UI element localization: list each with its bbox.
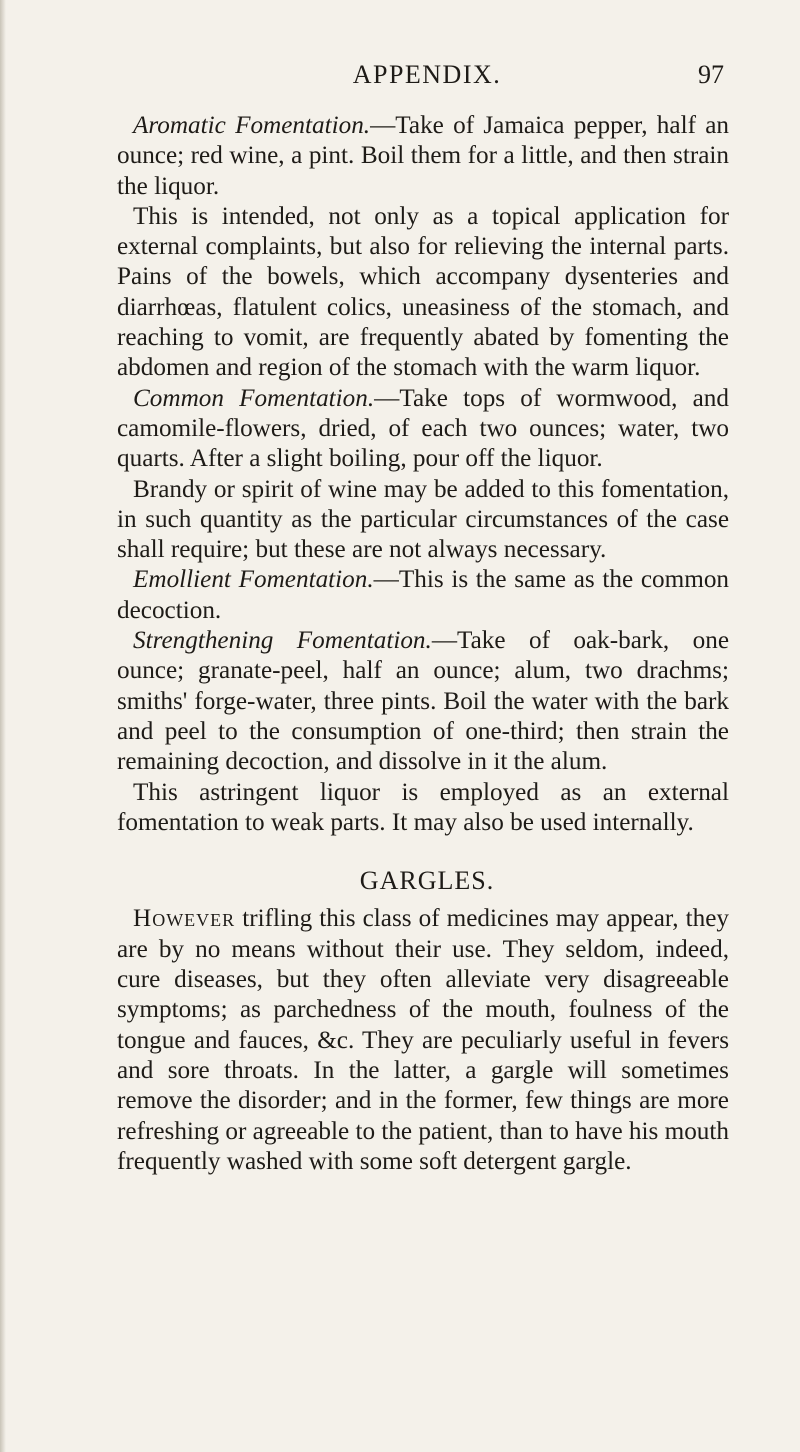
paragraph-gargles-intro bbox=[117, 904, 729, 1177]
page-edge-shadow bbox=[0, 0, 6, 1452]
lead-word: However bbox=[133, 905, 236, 933]
recipe-text: —Take tops of wormwood, and camomile-flowers, dried, of each two ounces; water, two quarts. After a slight boiling, pour off the liquor. bbox=[117, 384, 729, 473]
paragraph-text: This is intended, not only as a topical application for external complaints, but also for relieving the internal parts. Pains of the bowels, which accompany dysenteries and diarrhœas, flatulent colics, uneasiness of the stomach, and reaching to vomit, are frequently abated by fomenting the abdomen and region of the stomach with the warm liquor. bbox=[117, 202, 729, 382]
paragraph-astringent-usage bbox=[117, 778, 729, 839]
recipe-title: Emollient Fomentation. bbox=[133, 566, 374, 594]
recipe-title: Common Fomentation. bbox=[133, 384, 375, 412]
paragraph-text: This astringent liquor is employed as an external fomentation to weak parts. It may also be used internally. bbox=[117, 778, 729, 836]
body-text bbox=[117, 111, 729, 1177]
paragraph-text: trifling this class of medicines may appear, they are by no means without their use. They seldom, indeed, cure diseases, but they often alleviate very disagreeable symptoms; as parchedness of the mouth, foulness of the tongue and fauces, &c. They are peculiarly useful in fevers and sore throats. In the latter, a gargle will sometimes remove the disorder; and in the former, few things are more refreshing or agreeable to the patient, than to have his mouth frequently washed with some soft detergent gargle. bbox=[117, 905, 729, 1175]
paragraph-aromatic-fomentation bbox=[117, 111, 729, 202]
paragraph-text: Brandy or spirit of wine may be added to this fomentation, in such quantity as the particular circumstances of the case shall require; but these are not always necessary. bbox=[117, 475, 729, 564]
paragraph-strengthening-fomentation bbox=[117, 626, 729, 777]
recipe-title: Strengthening Fomentation. bbox=[133, 627, 432, 655]
section-heading-gargles: GARGLES. bbox=[359, 866, 495, 896]
paragraph-common-fomentation bbox=[117, 384, 729, 475]
paragraph-common-note bbox=[117, 475, 729, 566]
running-head: APPENDIX. bbox=[352, 60, 502, 89]
recipe-text: —This is the same as the common decoction. bbox=[117, 566, 730, 624]
recipe-text: —Take of oak-bark, one ounce; granate-peel, half an ounce; alum, two drachms; smiths' forge-water, three pints. Boil the water with the bark and peel to the consumption of one-third; then strain the remaining decoction, and dissolve in it the alum. bbox=[117, 627, 729, 776]
recipe-title: Aromatic Fomentation. bbox=[133, 112, 371, 139]
recipe-text: —Take of Jamaica pepper, half an ounce; red wine, a pint. Boil them for a little, and then strain the liquor. bbox=[117, 112, 729, 200]
paragraph-aromatic-usage bbox=[117, 202, 729, 384]
page-number: 97 bbox=[698, 60, 724, 89]
page-header bbox=[130, 60, 724, 100]
paragraph-emollient-fomentation bbox=[117, 565, 729, 626]
